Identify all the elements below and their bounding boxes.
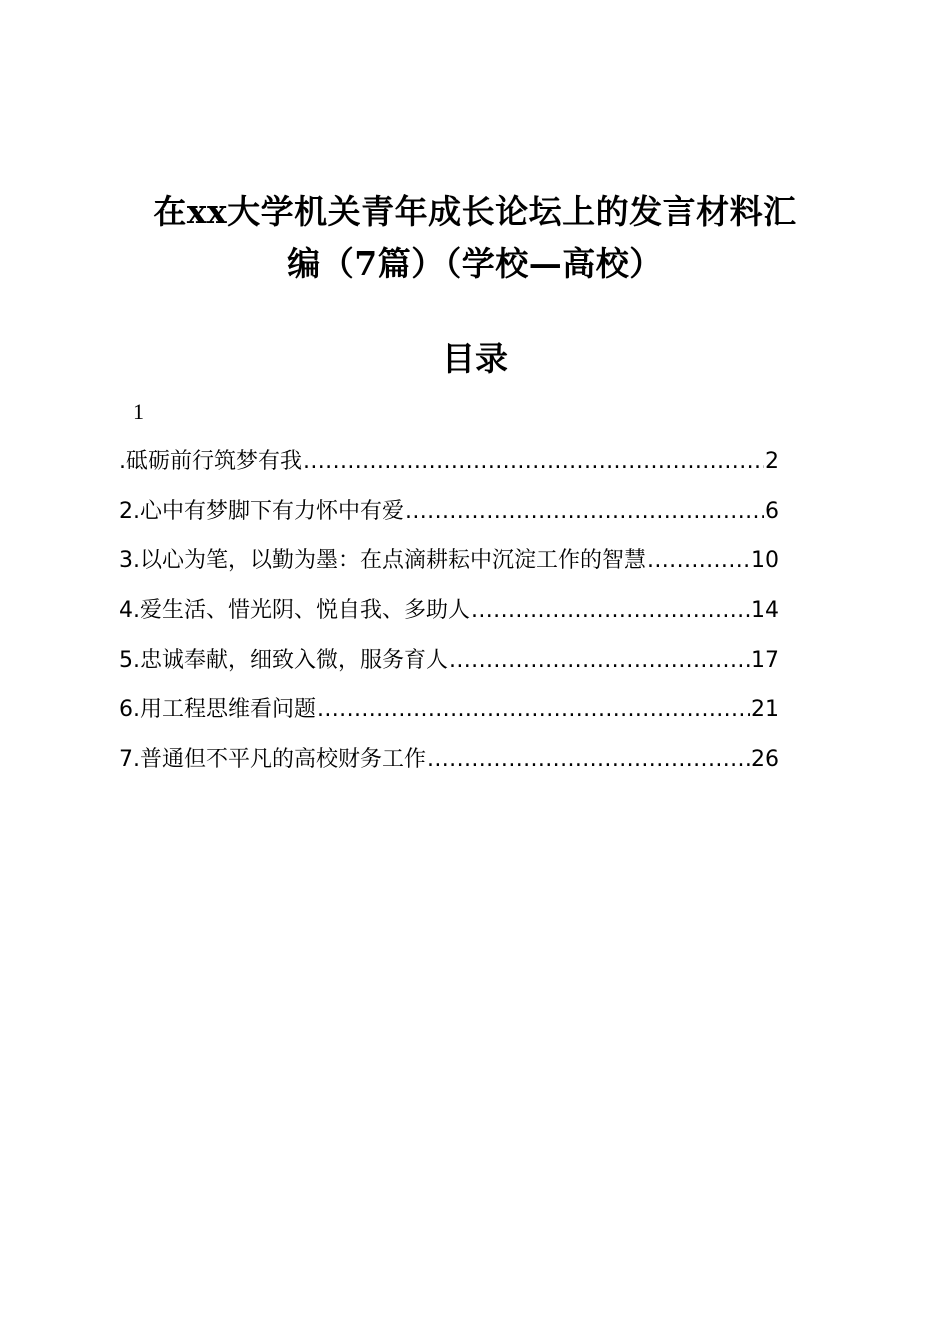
toc-dot-leader <box>303 446 764 478</box>
document-title-line-1: 在xx大学机关青年成长论坛上的发言材料汇 <box>153 192 797 231</box>
toc-item-2[interactable] <box>119 496 779 546</box>
toc-dot-leader <box>647 545 750 577</box>
toc-item-3[interactable] <box>119 545 779 595</box>
toc-page-number: 21 <box>751 697 779 723</box>
toc-page-number: 6 <box>765 498 779 524</box>
toc-item-text: .砥砺前行筑梦有我 <box>119 449 302 474</box>
toc-item-5[interactable] <box>119 645 779 695</box>
toc-dot-leader <box>471 595 750 627</box>
table-of-contents <box>119 446 779 794</box>
toc-item-1[interactable] <box>119 446 779 496</box>
toc-item-text: 7.普通但不平凡的高校财务工作 <box>119 747 426 773</box>
stray-number: 1 <box>133 399 144 424</box>
toc-item-6[interactable] <box>119 694 779 744</box>
document-title-line-2: 编（7篇）（学校—高校） <box>287 244 663 283</box>
toc-item-text: 5.忠诚奉献，细致入微，服务育人 <box>119 647 448 673</box>
toc-page-number: 2 <box>765 449 779 474</box>
toc-page-number: 17 <box>751 647 779 673</box>
toc-page-number: 26 <box>751 747 779 773</box>
toc-item-text: 2.心中有梦脚下有力怀中有爱 <box>119 498 404 524</box>
toc-item-text: 4.爱生活、惜光阴、悦自我、多助人 <box>119 598 470 624</box>
toc-page-number: 14 <box>751 598 779 624</box>
toc-page-number: 10 <box>751 548 779 574</box>
toc-item-4[interactable] <box>119 595 779 645</box>
toc-item-7[interactable] <box>119 744 779 794</box>
toc-dot-leader <box>317 694 750 726</box>
toc-dot-leader <box>449 645 750 677</box>
toc-item-text: 6.用工程思维看问题 <box>119 697 316 723</box>
toc-dot-leader <box>405 496 764 528</box>
toc-heading: 目录 <box>442 339 508 378</box>
toc-dot-leader <box>427 744 750 776</box>
toc-item-text: 3.以心为笔，以勤为墨：在点滴耕耘中沉淀工作的智慧 <box>119 548 646 574</box>
document-title <box>100 186 850 290</box>
